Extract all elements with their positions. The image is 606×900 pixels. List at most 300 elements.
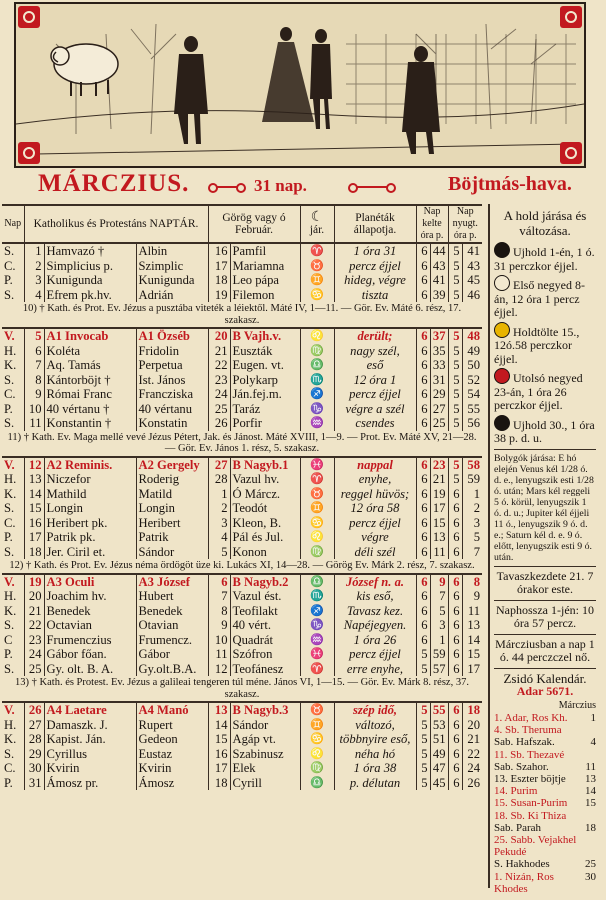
greek-saint: Cyrill: [230, 776, 300, 791]
planet-state: p. délutan: [334, 776, 416, 791]
day-number: 20: [24, 589, 44, 604]
jewish-entry-day: 15: [585, 797, 596, 810]
day-number: 22: [24, 618, 44, 633]
greek-day: 10: [208, 633, 230, 648]
col-header-rise: Nap kelte óra p.: [416, 205, 448, 243]
day-number: 6: [24, 344, 44, 359]
catholic-saint: Efrem pk.hv.: [44, 288, 136, 303]
greek-saint: Ó Márcz.: [230, 487, 300, 502]
moon-phase-text: Utolsó negyed 23-án, 1 óra 26 perczkor éjjel.: [494, 371, 583, 412]
col-header-nap: Nap: [2, 205, 24, 243]
weekday: V.: [2, 702, 24, 718]
sunset-min: 15: [462, 647, 482, 662]
sunset-min: 5: [462, 530, 482, 545]
protestant-saint: A3 József: [136, 574, 208, 590]
greek-day: 25: [208, 402, 230, 417]
weekday: C: [4, 632, 13, 647]
protestant-saint: A2 Gergely: [136, 457, 208, 473]
month-title-bar: [16, 168, 582, 202]
greek-day: 7: [208, 589, 230, 604]
protestant-saint: Francziska: [136, 387, 208, 402]
table-row: [2, 259, 482, 274]
sunset-hour: 6: [448, 604, 462, 619]
day-number: 7: [24, 358, 44, 373]
zodiac-icon: ♏: [300, 373, 334, 388]
day-number: 2: [24, 259, 44, 274]
sunset-hour: 5: [448, 387, 462, 402]
month-alt-name: Böjtmás-hava.: [448, 173, 572, 195]
planet-state: erre enyhe,: [334, 662, 416, 677]
table-row: [2, 589, 482, 604]
greek-day: 13: [208, 702, 230, 718]
sunrise-min: 35: [430, 344, 448, 359]
day-number: 23: [24, 633, 44, 648]
greek-saint: Kleon, B.: [230, 516, 300, 531]
sunrise-min: 49: [430, 747, 448, 762]
sunset-min: 45: [462, 273, 482, 288]
sunrise-min: 45: [430, 776, 448, 791]
protestant-saint: Frumencz.: [136, 633, 208, 648]
catholic-saint: Konstantin †: [44, 416, 136, 431]
weekday: P.: [4, 647, 13, 661]
sunset-min: 9: [462, 589, 482, 604]
gospel-note: [2, 302, 482, 328]
planet-state: 1 óra 38: [334, 761, 416, 776]
corner-ornament: [560, 142, 582, 164]
day-number: 28: [24, 732, 44, 747]
protestant-saint: Perpetua: [136, 358, 208, 373]
planet-state: enyhe,: [334, 472, 416, 487]
sunrise-min: 23: [430, 457, 448, 473]
catholic-saint: Koléta: [44, 344, 136, 359]
day-number: 17: [24, 530, 44, 545]
zodiac-icon: ♊: [300, 273, 334, 288]
col-header-set: Nap nyugt. óra p.: [448, 205, 482, 243]
catholic-saint: Kántorböjt †: [44, 373, 136, 388]
jewish-entry: [494, 834, 596, 858]
protestant-saint: A4 Manó: [136, 702, 208, 718]
sunrise-hour: 6: [416, 259, 430, 274]
planet-state: percz éjjel: [334, 516, 416, 531]
greek-saint: Leo pápa: [230, 273, 300, 288]
sunset-hour: 6: [448, 545, 462, 560]
planet-state: 12 óra 1: [334, 373, 416, 388]
jewish-entry-day: 14: [585, 785, 596, 798]
jewish-entry-label: Sab. Szahor.: [494, 760, 549, 773]
jewish-entry: [494, 712, 596, 724]
protestant-saint: 40 vértanu: [136, 402, 208, 417]
sunset-min: 41: [462, 243, 482, 259]
day-number: 11: [24, 416, 44, 431]
table-row: [2, 732, 482, 747]
table-row: [2, 288, 482, 303]
sunset-hour: 6: [448, 776, 462, 791]
catholic-saint: Gábor főan.: [44, 647, 136, 662]
moon-phase: [494, 368, 596, 413]
weekday: C.: [4, 515, 16, 530]
sunset-min: 18: [462, 702, 482, 718]
sunrise-min: 53: [430, 718, 448, 733]
weekday: S.: [4, 746, 15, 761]
sunset-min: 2: [462, 501, 482, 516]
zodiac-icon: ♉: [300, 259, 334, 274]
sunrise-hour: 5: [416, 747, 430, 762]
protestant-saint: Szimplic: [136, 259, 208, 274]
planet-state: kis eső,: [334, 589, 416, 604]
sunset-min: 56: [462, 416, 482, 431]
catholic-saint: Heribert pk.: [44, 516, 136, 531]
header-illustration: [14, 2, 586, 168]
protestant-saint: Eustaz: [136, 747, 208, 762]
greek-saint: Pamfil: [230, 243, 300, 259]
catholic-saint: A1 Invocab: [44, 328, 136, 344]
greek-saint: 40 vért.: [230, 618, 300, 633]
zodiac-icon: ♈: [300, 243, 334, 259]
catholic-saint: Simplicius p.: [44, 259, 136, 274]
planet-state: Tavasz kez.: [334, 604, 416, 619]
sunset-hour: 5: [448, 373, 462, 388]
greek-saint: B Nagyb.1: [230, 457, 300, 473]
protestant-saint: Benedek: [136, 604, 208, 619]
sunrise-hour: 6: [416, 487, 430, 502]
sunrise-min: 25: [430, 416, 448, 431]
catholic-saint: Hamvazó †: [44, 243, 136, 259]
catholic-saint: Longin: [44, 501, 136, 516]
protestant-saint: Adrián: [136, 288, 208, 303]
planet-state: déli szél: [334, 545, 416, 560]
sunset-hour: 6: [448, 574, 462, 590]
jewish-entry-day: 4: [590, 736, 596, 749]
sunset-min: 21: [462, 732, 482, 747]
protestant-saint: Heribert: [136, 516, 208, 531]
col-header-planets: Planéták állapotja.: [334, 205, 416, 243]
table-row: [2, 358, 482, 373]
col-header-moon: ☾ jár.: [300, 205, 334, 243]
sunrise-min: 59: [430, 647, 448, 662]
weekday: V.: [2, 457, 24, 473]
sunrise-hour: 6: [416, 416, 430, 431]
moon-phase-text: Ujhold 30., 1 óra 38 p. d. u.: [494, 417, 595, 445]
weekday: S.: [4, 501, 15, 515]
sunset-hour: 6: [448, 487, 462, 502]
table-row: [2, 574, 482, 590]
greek-day: 8: [208, 604, 230, 619]
table-row: [2, 545, 482, 560]
day-number: 9: [24, 387, 44, 402]
day-number: 13: [24, 472, 44, 487]
table-row: [2, 344, 482, 359]
table-row: [2, 718, 482, 733]
sunset-min: 14: [462, 633, 482, 648]
sunset-hour: 6: [448, 718, 462, 733]
greek-saint: Teodót: [230, 501, 300, 516]
greek-saint: Porfir: [230, 416, 300, 431]
gospel-note: [2, 431, 482, 457]
sunset-hour: 5: [448, 402, 462, 417]
greek-saint: Ján.fej.m.: [230, 387, 300, 402]
catholic-saint: Kapist. Ján.: [44, 732, 136, 747]
day-number: 21: [24, 604, 44, 619]
day-number: 27: [24, 718, 44, 733]
planet-state: változó,: [334, 718, 416, 733]
jewish-entry: [494, 871, 596, 895]
planet-state: többnyire eső,: [334, 732, 416, 747]
col-header-catholic: Katholikus és Protestáns NAPTÁR.: [24, 205, 208, 243]
day-number: 26: [24, 702, 44, 718]
sunrise-hour: 6: [416, 387, 430, 402]
corner-ornament: [18, 142, 40, 164]
jewish-entry-label: 18. Sb. Ki Thiza: [494, 809, 567, 822]
new-moon-icon: [494, 415, 510, 431]
greek-day: 23: [208, 373, 230, 388]
protestant-saint: Albin: [136, 243, 208, 259]
table-row: [2, 662, 482, 677]
sunset-hour: 6: [448, 530, 462, 545]
sunset-hour: 6: [448, 589, 462, 604]
month-name: MÁRCZIUS.: [38, 170, 190, 197]
sunset-hour: 6: [448, 647, 462, 662]
weekday: P.: [4, 530, 13, 544]
greek-saint: Pál és Jul.: [230, 530, 300, 545]
jewish-entry: [494, 773, 596, 785]
greek-day: 15: [208, 732, 230, 747]
sunset-min: 59: [462, 472, 482, 487]
greek-saint: Euszták: [230, 344, 300, 359]
full-moon-icon: [494, 322, 510, 338]
weekday: P.: [4, 775, 13, 790]
catholic-saint: Kvirin: [44, 761, 136, 776]
sunrise-min: 3: [430, 618, 448, 633]
jewish-entry-label: 15. Susan-Purim: [494, 797, 568, 810]
corner-ornament: [560, 6, 582, 28]
day-number: 14: [24, 487, 44, 502]
greek-day: 2: [208, 501, 230, 516]
day-length: Naphossza 1-jén: 10 óra 57 percz.: [496, 602, 594, 630]
greek-day: 18: [208, 273, 230, 288]
protestant-saint: Patrik: [136, 530, 208, 545]
protestant-saint: Kvirin: [136, 761, 208, 776]
sunset-hour: 6: [448, 633, 462, 648]
sunset-min: 50: [462, 358, 482, 373]
greek-day: 6: [208, 574, 230, 590]
planet-state: végre a szél: [334, 402, 416, 417]
table-row: [2, 761, 482, 776]
weekday: H.: [4, 717, 17, 732]
greek-saint: Taráz: [230, 402, 300, 417]
protestant-saint: Sándor: [136, 545, 208, 560]
sunset-min: 43: [462, 259, 482, 274]
greek-saint: B Nagyb.3: [230, 702, 300, 718]
catholic-saint: Damaszk. J.: [44, 718, 136, 733]
weekday: S.: [4, 618, 15, 632]
day-number: 8: [24, 373, 44, 388]
zodiac-icon: ♉: [300, 702, 334, 718]
planet-state: csendes: [334, 416, 416, 431]
sunset-hour: 5: [448, 273, 462, 288]
first-quarter-icon: [494, 275, 510, 291]
sunset-min: 11: [462, 604, 482, 619]
jewish-entry-day: 25: [585, 858, 596, 871]
weekday: P.: [4, 401, 13, 416]
jewish-entry-label: 13. Eszter böjtje: [494, 773, 566, 786]
zodiac-icon: ♎: [300, 574, 334, 590]
moon-phase: [494, 415, 596, 446]
table-row: [2, 530, 482, 545]
sunset-min: 7: [462, 545, 482, 560]
sunset-min: 26: [462, 776, 482, 791]
greek-saint: Vazul hv.: [230, 472, 300, 487]
sunset-min: 8: [462, 574, 482, 590]
greek-day: 11: [208, 647, 230, 662]
planet-state: végre: [334, 530, 416, 545]
protestant-saint: Ámosz: [136, 776, 208, 791]
greek-day: 17: [208, 761, 230, 776]
greek-day: 19: [208, 288, 230, 303]
greek-saint: B Vajh.v.: [230, 328, 300, 344]
greek-day: 28: [208, 472, 230, 487]
day-number: 10: [24, 402, 44, 417]
weekday: S.: [4, 544, 15, 559]
zodiac-icon: ♐: [300, 387, 334, 402]
sunset-hour: 6: [448, 732, 462, 747]
planet-state: reggel hüvös;: [334, 487, 416, 502]
jewish-entry: [494, 797, 596, 809]
zodiac-icon: ♒: [300, 416, 334, 431]
jewish-entry-label: 25. Sabb. Vejakhel Pekudé: [494, 834, 577, 859]
greek-day: 4: [208, 530, 230, 545]
sunset-hour: 6: [448, 516, 462, 531]
sunset-min: 20: [462, 718, 482, 733]
sunrise-hour: 6: [416, 633, 430, 648]
day-number: 19: [24, 574, 44, 590]
greek-day: 21: [208, 344, 230, 359]
col-header-greek: Görög vagy ó Február.: [208, 205, 300, 243]
table-row: [2, 618, 482, 633]
jewish-entry-label: S. Hakhodes: [494, 858, 550, 871]
weekday: C.: [4, 258, 16, 273]
sunrise-hour: 6: [416, 530, 430, 545]
day-count: 31 nap.: [254, 176, 307, 195]
greek-day: 18: [208, 776, 230, 791]
sunrise-min: 9: [430, 574, 448, 590]
greek-day: 1: [208, 487, 230, 502]
greek-saint: Sándor: [230, 718, 300, 733]
jewish-entry-label: Sab. Hafszak.: [494, 736, 555, 749]
protestant-saint: Gábor: [136, 647, 208, 662]
table-row: [2, 747, 482, 762]
day-number: 30: [24, 761, 44, 776]
sunrise-min: 11: [430, 545, 448, 560]
planet-state: szép idő,: [334, 702, 416, 718]
moon-phase-text: Első negyed 8-án, 12 óra 1 percz éjjel.: [494, 278, 585, 319]
catholic-saint: Joachim hv.: [44, 589, 136, 604]
new-moon-icon: [494, 242, 510, 258]
sunrise-min: 41: [430, 273, 448, 288]
sunrise-hour: 6: [416, 328, 430, 344]
greek-day: 12: [208, 662, 230, 677]
zodiac-icon: ♑: [300, 618, 334, 633]
side-panel: [488, 204, 600, 895]
greek-saint: Eugen. vt.: [230, 358, 300, 373]
greek-day: 3: [208, 516, 230, 531]
day-number: 3: [24, 273, 44, 288]
jewish-entry-label: 11. Sb. Thezavé: [494, 748, 565, 761]
moon-icon: ☾: [310, 210, 324, 225]
sunrise-hour: 6: [416, 589, 430, 604]
sunrise-hour: 5: [416, 647, 430, 662]
sunrise-min: 19: [430, 487, 448, 502]
sunset-min: 13: [462, 618, 482, 633]
table-row: [2, 457, 482, 473]
greek-day: 24: [208, 387, 230, 402]
ornament-arrow: [212, 186, 242, 188]
weekday: C.: [4, 387, 16, 401]
jewish-subtitle: Adar 5671.: [516, 684, 574, 698]
moon-phase-text: Ujhold 1-én, 1 ó. 31 perczkor éjjel.: [494, 245, 595, 273]
zodiac-icon: ♍: [300, 761, 334, 776]
sunrise-hour: 6: [416, 402, 430, 417]
sunset-hour: 5: [448, 288, 462, 303]
zodiac-icon: ♌: [300, 328, 334, 344]
jewish-entry-day: 11: [585, 760, 596, 773]
weekday: K.: [4, 603, 17, 618]
greek-saint: Filemon: [230, 288, 300, 303]
moon-phase-text: Holdtölte 15., 12ó.58 perczkor éjjel.: [494, 324, 580, 366]
protestant-saint: Hubert: [136, 589, 208, 604]
sunset-min: 54: [462, 387, 482, 402]
sunrise-hour: 6: [416, 472, 430, 487]
sunrise-hour: 5: [416, 732, 430, 747]
planets-note: Bolygók járása: E hó elején Venus kél 1/28 ó. d. e., lenyugszik esti 1/28 ó. után; Mars kél reggeli 5 ó. körül, lenyugszik 1 ó. d. u.; Jupiter kél éjjeli 11 ó., lenyugszik 9 ó. d. e.; Saturn kél d. e. 9 ó. előtt, lenyugszik esti 9 ó. után.: [494, 452, 594, 563]
weekday: V.: [2, 328, 24, 344]
protestant-saint: Kunigunda: [136, 273, 208, 288]
sunrise-hour: 6: [416, 243, 430, 259]
zodiac-icon: ♐: [300, 604, 334, 619]
greek-saint: Teofánesz: [230, 662, 300, 677]
planet-state: percz éjjel: [334, 259, 416, 274]
sunset-min: 17: [462, 662, 482, 677]
planet-state: percz éjjel: [334, 647, 416, 662]
table-row: [2, 702, 482, 718]
jewish-entry-label: 1. Nizán, Ros Khodes: [494, 870, 554, 895]
sunrise-hour: 5: [416, 761, 430, 776]
sunrise-hour: 6: [416, 545, 430, 560]
jewish-entry-day: 30: [585, 870, 596, 883]
zodiac-icon: ♋: [300, 288, 334, 303]
gospel-note-text: 13) † Kath. és Protest. Ev. Jézus a galileai tengeren túl méne. János VI, 1—15. — Gör. Ev. Márk 8. rész, 37. szakasz.: [15, 677, 469, 700]
sunset-min: 3: [462, 516, 482, 531]
sunrise-hour: 6: [416, 457, 430, 473]
sunset-min: 22: [462, 747, 482, 762]
spring-start: Tavaszkezdete 21. 7 órakor este.: [496, 568, 594, 596]
sunset-hour: 5: [448, 344, 462, 359]
sunrise-min: 51: [430, 732, 448, 747]
day-number: 16: [24, 516, 44, 531]
sunset-hour: 5: [448, 259, 462, 274]
sunrise-hour: 6: [416, 604, 430, 619]
jewish-entry: [494, 810, 596, 822]
jewish-entry: [494, 736, 596, 748]
planet-state: 1 óra 31: [334, 243, 416, 259]
catholic-saint: Patrik pk.: [44, 530, 136, 545]
moon-title: A hold járása és változása.: [503, 208, 587, 238]
planet-state: tiszta: [334, 288, 416, 303]
sunrise-hour: 6: [416, 288, 430, 303]
zodiac-icon: ♉: [300, 487, 334, 502]
sunrise-min: 44: [430, 243, 448, 259]
catholic-saint: Kunigunda: [44, 273, 136, 288]
planet-state: hideg, végre: [334, 273, 416, 288]
